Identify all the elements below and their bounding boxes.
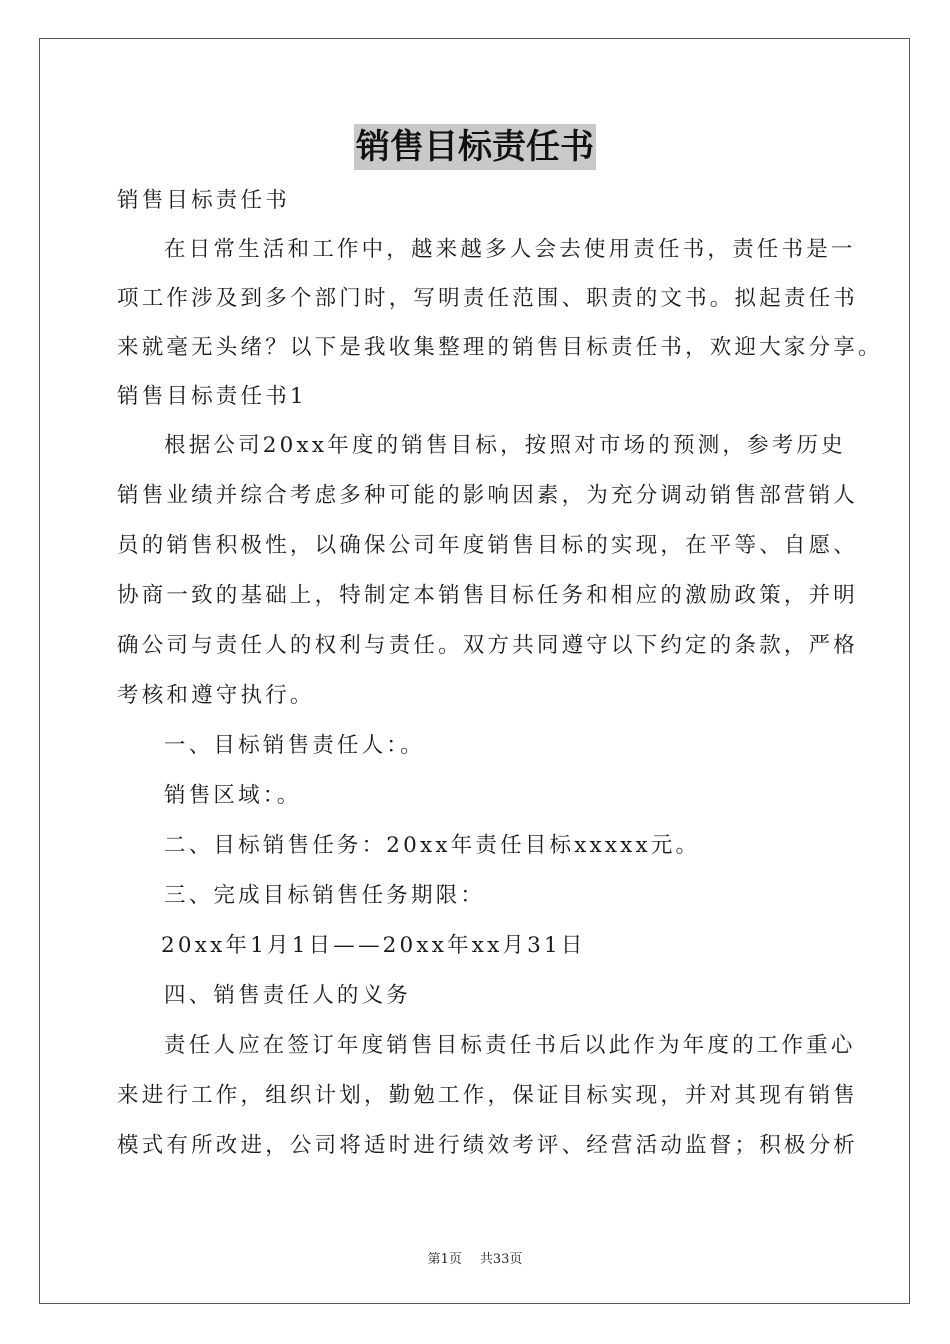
page-number: 第1页 — [427, 1252, 462, 1267]
paragraph-line: 根据公司20xx年度的销售目标，按照对市场的预测，参考历史 — [164, 433, 846, 458]
clause-line: 二、目标销售任务：20xx年责任目标xxxxx元。 — [164, 833, 701, 858]
paragraph-line: 确公司与责任人的权利与责任。双方共同遵守以下约定的条款，严格 — [117, 633, 859, 658]
clause-line: 销售区域：。 — [164, 783, 302, 808]
paragraph-line: 项工作涉及到多个部门时，写明责任范围、职责的文书。拟起责任书 — [117, 286, 859, 311]
total-pages: 共33页 — [479, 1252, 523, 1267]
paragraph-line: 责任人应在签订年度销售目标责任书后以此作为年度的工作重心 — [164, 1033, 856, 1058]
clause-line: 三、完成目标销售任务期限： — [164, 883, 486, 908]
clause-line: 一、目标销售责任人：。 — [164, 733, 425, 758]
paragraph-line: 协商一致的基础上，特制定本销售目标任务和相应的激励政策，并明 — [117, 583, 859, 608]
paragraph-line: 考核和遵守执行。 — [117, 683, 315, 708]
paragraph-line: 来进行工作，组织计划，勤勉工作，保证目标实现，并对其现有销售 — [117, 1083, 859, 1108]
page-footer — [0, 1248, 950, 1267]
paragraph-line: 员的销售积极性，以确保公司年度销售目标的实现，在平等、自愿、 — [117, 533, 859, 558]
section-heading: 销售目标责任书1 — [117, 384, 307, 409]
paragraph-line: 模式有所改进，公司将适时进行绩效考评、经营活动监督；积极分析 — [117, 1133, 859, 1158]
paragraph-line: 销售业绩并综合考虑多种可能的影响因素，为充分调动销售部营销人 — [117, 483, 859, 508]
subtitle-line: 销售目标责任书 — [117, 188, 290, 213]
clause-line: 四、销售责任人的义务 — [164, 983, 412, 1008]
paragraph-line: 来就毫无头绪？以下是我收集整理的销售目标责任书，欢迎大家分享。 — [117, 335, 883, 360]
title-container — [0, 124, 950, 170]
paragraph-line: 在日常生活和工作中，越来越多人会去使用责任书，责任书是一 — [164, 237, 856, 262]
date-range-line: 20xx年1月1日——20xx年xx月31日 — [161, 933, 586, 958]
document-title: 销售目标责任书 — [354, 124, 596, 170]
document-body — [117, 176, 883, 1171]
